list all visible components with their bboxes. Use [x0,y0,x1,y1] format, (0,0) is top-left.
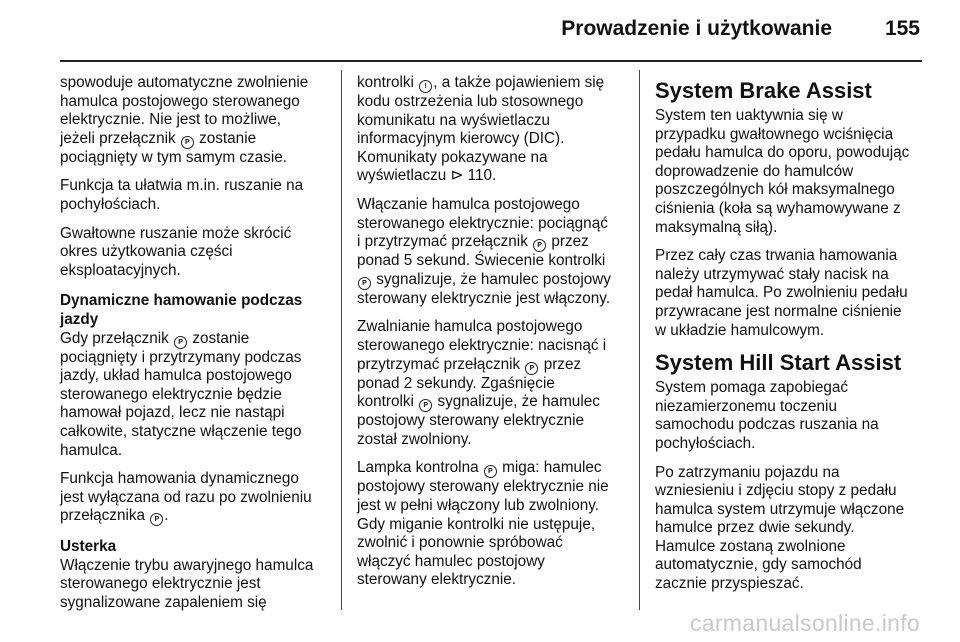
text-line: Funkcja ta ułatwia m.in. ruszanie na [60,177,304,195]
text-line: przypadku gwałtownego wciśnięcia [655,125,894,143]
text-fragment: sygnalizuje, że hamulec postojowy [376,270,611,288]
text-line: zwolnić i ponownie spróbować [357,534,563,552]
text-line: automatycznie, gdy samochód [655,556,862,574]
text-line: hamulca system utrzymuje włączone [655,500,905,518]
paragraph-release [357,318,629,449]
text-fragment: kontrolki [357,393,414,411]
text-fragment: zostanie [192,329,250,347]
watermark: carmanualsonline.info [689,610,920,636]
heading-line: Dynamiczne hamowanie podczas [60,292,303,310]
heading-hill-start-assist: System Hill Start Assist [655,350,902,376]
text-line: informacyjnym kierowcy (DIC). [357,130,565,148]
column-divider-right [639,70,640,610]
text-line: Przez cały czas trwania hamowania [655,247,898,265]
text-line: samochodu podczas ruszania na [655,416,879,434]
text-line: sterowanego elektrycznie: pociągnąć [357,214,608,232]
page-reference: 110. [467,167,497,185]
text-line: poszczególnych kół maksymalnego [655,181,895,199]
parking-brake-icon: P [150,513,163,526]
text-fragment: miga: hamulec [502,459,602,477]
text-line: hamował pojazd, lecz nie nastąpi [60,404,285,422]
paragraph-brake-assist [655,107,927,237]
column-right [655,74,927,604]
text-line: Włączanie hamulca postojowego [357,195,580,213]
text-line: doprowadzenie do hamulców [655,162,854,180]
text-line: sygnalizowane zapaleniem się [60,594,267,612]
text-fragment: przytrzymać przełącznik [357,355,521,373]
paragraph-hill-start [655,379,927,453]
paragraph-engage [357,196,629,308]
text-line: sterowany elektrycznie. [357,571,516,589]
parking-brake-icon: P [533,239,546,252]
text-line [357,271,629,290]
text-line: pochyłościach. [60,195,161,213]
text-line: przywracane jest normalne ciśnienie [655,302,902,320]
text-fragment: sygnalizuje, że hamulec [437,393,600,411]
text-fragment: jeżeli przełącznik [60,129,176,147]
text-line: ciśnienia (koła są wyhamowywane z [655,199,901,217]
text-line: niezamierzonemu toczeniu [655,397,837,415]
parking-brake-icon: P [358,277,371,290]
text-line: sterowanego elektrycznie będzie [60,385,282,403]
text-fragment: wyświetlaczu [357,167,447,185]
parking-brake-icon: P [484,465,497,478]
text-fragment: przez [543,355,582,373]
parking-brake-icon: P [419,399,432,412]
text-line: System ten uaktywnia się w [655,107,843,124]
text-line: System pomaga zapobiegać [655,379,849,397]
text-line: Włączenie trybu awaryjnego hamulca [60,556,314,574]
text-line [357,459,629,478]
text-line: ponad 2 sekundy. Zgaśnięcie [357,374,555,392]
text-line: hamulce przez dwie sekundy. [655,519,855,537]
text-fragment: i przytrzymać przełącznik [357,233,528,251]
text-line: Funkcja hamowania dynamicznego [60,470,299,488]
text-line: włączyć hamulec postojowy [357,552,545,570]
text-line [60,130,330,149]
text-fragment: przełącznika [60,507,146,525]
text-fragment: zostanie [199,129,257,147]
text-fragment: kontrolki [357,74,414,91]
text-line: eksploatacyjnych. [60,261,181,279]
paragraph-hill-hold [655,464,927,594]
text-line: należy utrzymywać stały nacisk na [655,265,889,283]
paragraph-auto-release [60,74,330,167]
text-line: Hamulce zostaną zwolnione [655,537,846,555]
warning-lamp-icon: ! [419,80,432,93]
parking-brake-icon: P [525,362,538,375]
text-line: postojowy sterowany elektrycznie nie [357,478,609,496]
paragraph-dynamic-braking [60,330,330,461]
paragraph-blinking [357,459,629,590]
text-line [357,233,629,252]
paragraph-warning-lamp [357,74,629,186]
text-line: hamulca postojowego sterowanego [60,92,300,110]
text-line: elektrycznie. Nie jest to możliwe, [60,111,282,129]
text-line: pochyłościach. [655,434,756,452]
paragraph-function [60,177,330,214]
text-fragment: Lampka kontrolna [357,459,479,477]
text-fragment: przez [551,233,589,251]
parking-brake-icon: P [174,336,187,349]
text-line: Gwałtowne ruszanie może skrócić [60,224,292,242]
heading-brake-assist: System Brake Assist [655,78,872,103]
text-line: sterowanego elektrycznie jest [60,575,261,593]
text-line: okres użytkowania części [60,243,233,261]
text-line [60,330,330,349]
text-line: w układzie hamulcowym. [655,321,825,339]
column-middle [357,74,629,600]
text-fragment: Gdy przełącznik [60,329,169,347]
paragraph-brake-pressure [655,247,927,340]
text-line: Po zatrzymaniu pojazdu na [655,463,840,481]
page-header-title: Prowadzenie i użytkowanie [561,17,832,40]
heading-fault: Usterka [60,538,117,556]
text-line: postojowy sterowany elektrycznie [357,412,585,430]
text-line: sterowanego elektrycznie: nacisnąć i [357,336,607,354]
page-reference-arrow-icon: ⊳ [450,167,464,185]
text-fragment: , a także pojawieniem się [433,74,605,91]
heading-line: jazdy [60,310,99,328]
text-line [357,74,629,93]
text-line: pociągnięty w tym samym czasie. [60,148,287,166]
text-line: kodu ostrzeżenia lub stosownego [357,93,584,110]
page-header [0,0,960,60]
text-line [60,507,330,526]
parking-brake-icon: P [181,136,194,149]
text-fragment: . [164,507,169,525]
page-number: 155 [884,17,920,40]
paragraph-wear [60,225,330,281]
text-line: został zwolniony. [357,430,472,448]
text-line: zacznie przyspieszać. [655,575,804,593]
text-line: pedał hamulca. Po zwolnieniu pedału [655,284,908,302]
text-line: wzniesieniu i zdjęciu stopy z pedału [655,482,897,500]
text-line: sterowany elektrycznie jest włączony. [357,289,611,307]
column-divider-left [341,70,342,610]
column-left [60,74,330,623]
text-line: pedału hamulca do oporu, powodując [655,144,910,162]
text-line: pociągnięty i przytrzymany podczas [60,348,302,366]
text-line: ponad 5 sekund. Świecenie kontrolki [357,252,606,270]
paragraph-dynamic-off [60,470,330,526]
paragraph-fault [60,557,330,613]
text-line: komunikatu na wyświetlaczu [357,111,550,129]
text-line: całkowite, statyczne włączenie tego [60,422,302,440]
text-line: jest w pełni włączony lub zwolniony. [357,496,600,514]
header-divider [60,60,922,62]
text-line: Zwalnianie hamulca postojowego [357,318,583,336]
text-line: spowoduje automatyczne zwolnienie [60,74,309,91]
text-line: jazdy, układ hamulca postojowego [60,367,292,385]
text-line [357,393,629,412]
heading-dynamic-braking [60,292,330,329]
text-line: Gdy miganie kontrolki nie ustępuje, [357,515,596,533]
text-line: hamulca. [60,441,123,459]
text-line [357,356,629,375]
text-line [357,167,629,186]
text-line: maksymalną siłą). [655,218,778,236]
text-line: Komunikaty pokazywane na [357,148,548,166]
text-line: jest wyłączana od razu po zwolnieniu [60,488,312,506]
